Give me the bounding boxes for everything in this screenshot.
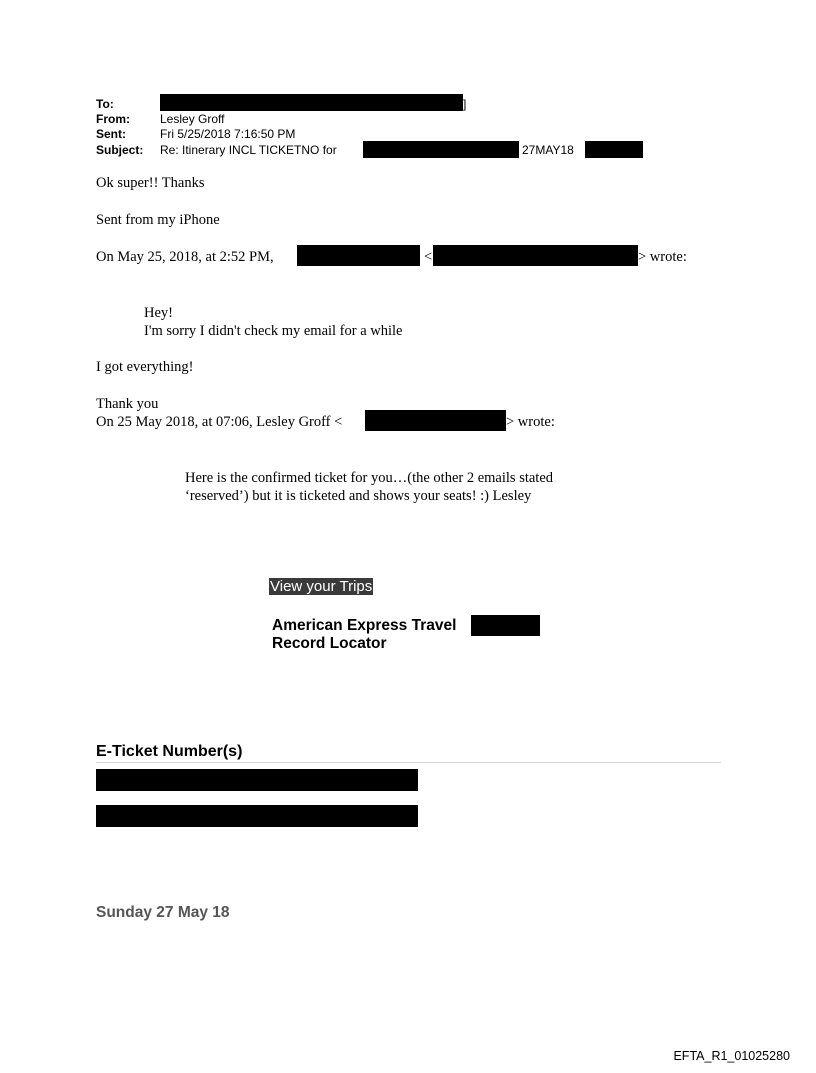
signature-iphone: Sent from my iPhone [96,212,220,228]
hey-text: Hey! [144,305,173,321]
redaction-subject-name [363,141,519,158]
view-trips-label: View your Trips [270,578,373,595]
subject-date: 27MAY18 [522,143,574,157]
redaction-quote2-email [365,410,506,431]
redaction-record-locator [471,615,540,636]
thanks-text: Thank you [96,396,159,412]
quote2-suffix: > wrote: [506,414,555,430]
from-value: Lesley Groff [160,112,225,126]
redaction-eticket-2 [96,805,418,827]
eticket-heading: E-Ticket Number(s) [96,743,243,760]
quote2-prefix: On 25 May 2018, at 07:06, Lesley Groff < [96,414,343,430]
quote1-suffix: > wrote: [638,249,687,265]
sent-value: Fri 5/25/2018 7:16:50 PM [160,127,296,141]
subject-prefix: Re: Itinerary INCL TICKETNO for [160,143,337,157]
from-label: From: [96,112,130,126]
document-id: EFTA_R1_01025280 [673,1049,790,1063]
subject-label: Subject: [96,143,144,157]
amex-travel-label: American Express Travel [272,617,457,634]
got-text: I got everything! [96,359,194,375]
eticket-divider [96,762,721,763]
quote1-lt: < [424,249,433,265]
date-heading: Sunday 27 May 18 [96,904,230,921]
to-label: To: [96,97,114,111]
record-locator-label: Record Locator [272,635,387,652]
sent-label: Sent: [96,127,126,141]
view-trips-link[interactable] [269,577,373,596]
redaction-eticket-1 [96,769,418,791]
sorry-text: I'm sorry I didn't check my email for a while [144,323,403,339]
confirm-line2: ‘reserved’) but it is ticketed and shows your seats! :) Lesley [185,488,532,504]
redaction-quote1-email [433,245,638,266]
quote1-prefix: On May 25, 2018, at 2:52 PM, [96,249,274,265]
redaction-subject-tail [585,141,643,158]
confirm-line1: Here is the confirmed ticket for you…(the other 2 emails stated [185,470,554,486]
to-tail: ] [463,97,467,111]
reply-text: Ok super!! Thanks [96,175,205,191]
redaction-quote1-name [297,245,420,266]
redaction-to [160,94,463,111]
